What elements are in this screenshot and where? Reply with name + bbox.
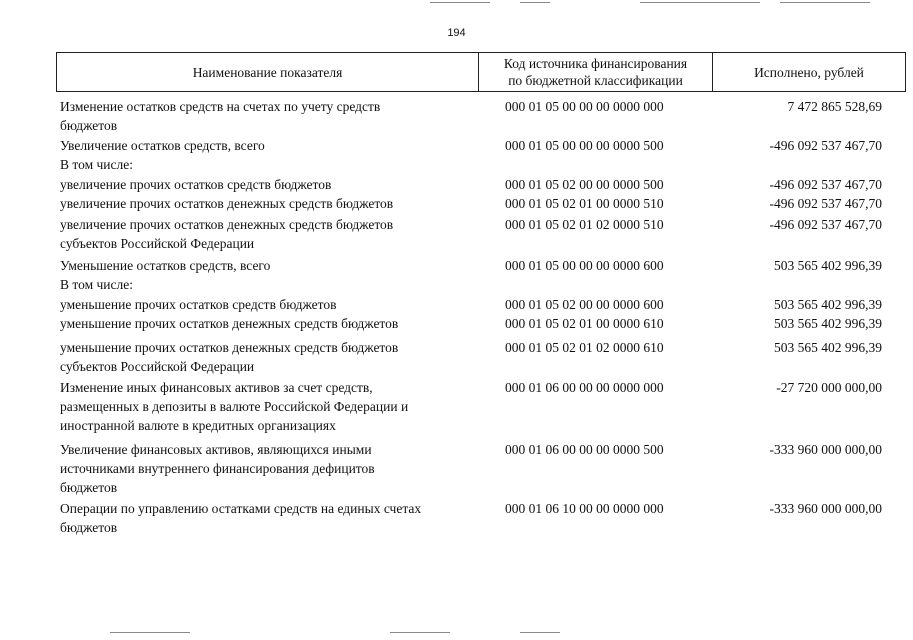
indicator-name-line: Операции по управлению остатками средств на единых счетах — [60, 501, 422, 516]
budget-code: 000 01 05 02 00 00 0000 500 — [505, 177, 664, 192]
table-header — [56, 52, 906, 92]
indicator-name-line: бюджетов — [60, 118, 118, 133]
header-name-label: Наименование показателя — [192, 64, 343, 80]
indicator-name — [60, 338, 485, 376]
header-code — [479, 53, 713, 91]
executed-amount: 503 565 402 996,39 — [774, 316, 882, 331]
budget-code: 000 01 05 00 00 00 0000 600 — [505, 258, 664, 273]
indicator-name — [60, 175, 485, 194]
indicator-name-line: источниками внутреннего финансирования дефицитов — [60, 461, 375, 476]
indicator-name — [60, 194, 485, 213]
indicator-name-line: размещенных в депозиты в валюте Российской Федерации и — [60, 399, 409, 414]
indicator-name — [60, 275, 485, 294]
indicator-name-line: Изменение остатков средств на счетах по учету средств — [60, 99, 381, 114]
executed-amount: -496 092 537 467,70 — [769, 177, 882, 192]
executed-amount: -496 092 537 467,70 — [769, 196, 882, 211]
header-code-line2: по бюджетной классификации — [508, 73, 683, 88]
scan-artifact — [640, 2, 760, 3]
executed-amount: 503 565 402 996,39 — [774, 297, 882, 312]
executed-amount: 503 565 402 996,39 — [774, 340, 882, 355]
page-number: 194 — [447, 27, 466, 39]
indicator-name-line: бюджетов — [60, 480, 118, 495]
indicator-name-line: Увеличение финансовых активов, являющихся иными — [60, 442, 372, 457]
executed-amount: -496 092 537 467,70 — [769, 138, 882, 153]
scan-artifact — [430, 2, 490, 3]
indicator-name-line: Изменение иных финансовых активов за счет средств, — [60, 380, 373, 395]
header-amount-label: Исполнено, рублей — [754, 64, 864, 80]
budget-code: 000 01 05 02 01 00 0000 510 — [505, 196, 664, 211]
budget-code: 000 01 05 00 00 00 0000 500 — [505, 138, 664, 153]
indicator-name — [60, 440, 485, 497]
indicator-name-line: увеличение прочих остатков средств бюджетов — [60, 177, 332, 192]
budget-code: 000 01 06 10 00 00 0000 000 — [505, 501, 664, 516]
executed-amount: -27 720 000 000,00 — [776, 380, 882, 395]
budget-code: 000 01 06 00 00 00 0000 000 — [505, 380, 664, 395]
indicator-name-line: субъектов Российской Федерации — [60, 236, 255, 251]
indicator-name — [60, 155, 485, 174]
indicator-name-line: иностранной валюте в кредитных организациях — [60, 418, 336, 433]
scan-artifact — [520, 632, 560, 633]
header-amount — [713, 53, 905, 91]
indicator-name-line: уменьшение прочих остатков денежных средств бюджетов — [60, 340, 399, 355]
executed-amount: -333 960 000 000,00 — [769, 442, 882, 457]
scan-artifact — [780, 2, 870, 3]
budget-code: 000 01 06 00 00 00 0000 500 — [505, 442, 664, 457]
indicator-name — [60, 97, 485, 135]
indicator-name-line: Уменьшение остатков средств, всего — [60, 258, 271, 273]
indicator-name — [60, 378, 485, 435]
executed-amount: 503 565 402 996,39 — [774, 258, 882, 273]
indicator-name-line: увеличение прочих остатков денежных средств бюджетов — [60, 217, 394, 232]
indicator-name-line: увеличение прочих остатков денежных средств бюджетов — [60, 196, 394, 211]
indicator-name-line: бюджетов — [60, 520, 118, 535]
indicator-name-line: Увеличение остатков средств, всего — [60, 138, 265, 153]
header-name — [57, 53, 479, 91]
indicator-name — [60, 215, 485, 253]
indicator-name-line: В том числе: — [60, 277, 133, 292]
executed-amount: 7 472 865 528,69 — [787, 99, 882, 114]
budget-code: 000 01 05 02 00 00 0000 600 — [505, 297, 664, 312]
indicator-name-line: уменьшение прочих остатков денежных средств бюджетов — [60, 316, 399, 331]
budget-code: 000 01 05 02 01 00 0000 610 — [505, 316, 664, 331]
indicator-name — [60, 256, 485, 275]
indicator-name — [60, 499, 485, 537]
executed-amount: -333 960 000 000,00 — [769, 501, 882, 516]
budget-code: 000 01 05 02 01 02 0000 510 — [505, 217, 664, 232]
indicator-name — [60, 136, 485, 155]
scan-artifact — [520, 2, 550, 3]
indicator-name-line: уменьшение прочих остатков средств бюджетов — [60, 297, 337, 312]
indicator-name — [60, 295, 485, 314]
scan-artifact — [390, 632, 450, 633]
header-code-line1: Код источника финансирования — [503, 56, 688, 71]
budget-code: 000 01 05 00 00 00 0000 000 — [505, 99, 664, 114]
indicator-name-line: субъектов Российской Федерации — [60, 359, 255, 374]
budget-code: 000 01 05 02 01 02 0000 610 — [505, 340, 664, 355]
indicator-name — [60, 314, 485, 333]
indicator-name-line: В том числе: — [60, 157, 133, 172]
executed-amount: -496 092 537 467,70 — [769, 217, 882, 232]
scan-artifact — [110, 632, 190, 633]
